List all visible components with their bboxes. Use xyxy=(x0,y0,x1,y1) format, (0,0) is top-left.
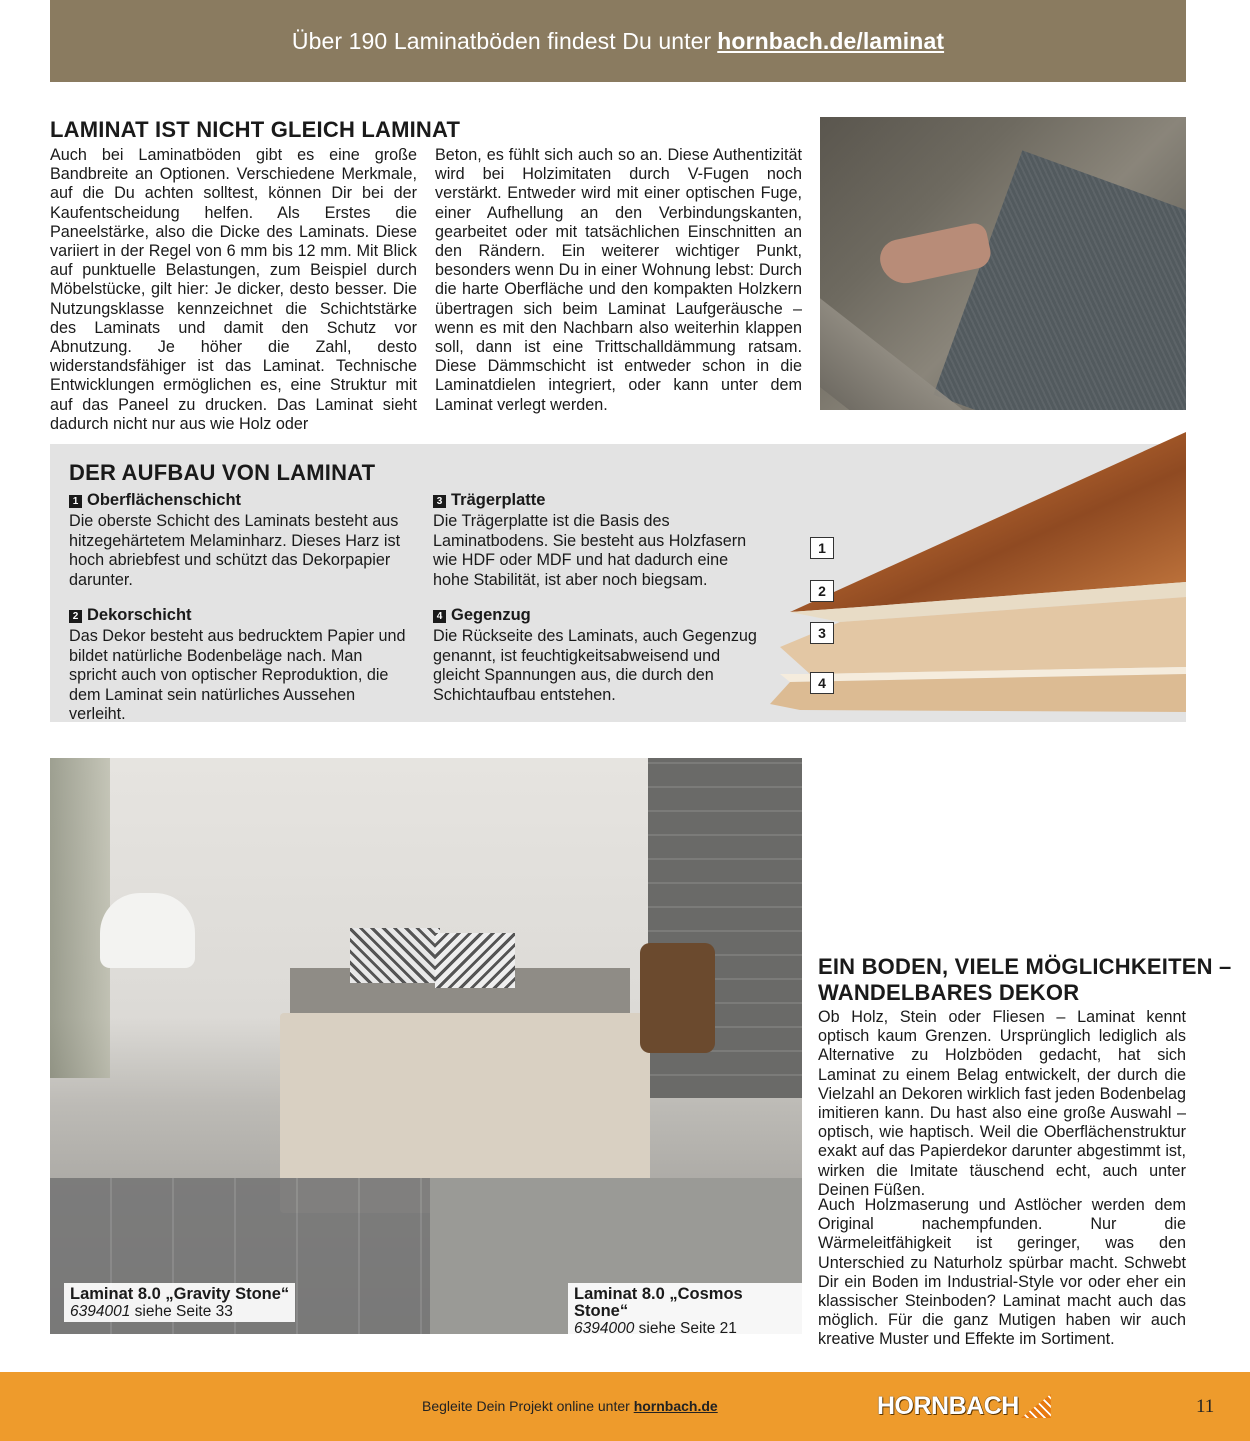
section1-column-2: Beton, es fühlt sich auch so an. Diese Authentizität wird bei Holzimitaten durch V-Fugen noch verstärkt. Entweder wird mit einer optischen Fuge, einer Aufhellung an den Verbindungskanten, gearbeitet oder mit tatsächlichen Einschnitten an den Rändern. Ein weiterer wichtiger Punkt, besonders wenn Du in einer Wohnung lebst: Durch die harte Oberfläche und den kompakten Holzkern übertragen sich beim Laminat Laufgeräusche – wenn es mit den Nachbarn also weiterhin klappen soll, dann ist eine Trittschalldämmung ratsam. Diese Dämmschicht ist entweder schon in die Laminatdielen integriert, oder kann unter dem Laminat verlegt werden. xyxy=(435,146,802,414)
section2-paragraph-2: Auch Holzmaserung und Astlöcher werden dem Original nachempfunden. Nur die Wärmeleitfähigkeit ist geringer, was den Unterschied zu Naturholz spürbar macht. Schwebt Dir ein Boden im Industrial-Style vor oder eher ein klassischer Steinboden? Laminat macht auch das möglich. Für die ganz Mutigen haben wir auch kreative Muster und Effekte im Sortiment. xyxy=(818,1196,1186,1349)
layer-2-heading: 2 Dekorschicht xyxy=(69,606,192,625)
layer-4-text: Die Rückseite des Laminats, auch Gegenzug genannt, ist feuchtigkeitsabweisend und gleicht Spannungen aus, die durch den Schichtaufbau entstehen. xyxy=(433,627,757,704)
section2-paragraph-1: Ob Holz, Stein oder Fliesen – Laminat kennt optisch kaum Grenzen. Ursprünglich lediglich als Alternative zu Holzböden gedacht, hat sich Laminat zu einem Belag entwickelt, der durch die Vielzahl an Dekoren wirklich fast jeden Bodenbelag imitieren kann. Du hast also eine große Auswahl – optisch, wie haptisch. Weil die Oberflächenstruktur exakt auf das Papierdekor darunter abgestimmt ist, wirken die Imitate täuschend echt, auch unter Deinen Füßen. xyxy=(818,1008,1186,1199)
layer-4-heading: 4 Gegenzug xyxy=(433,606,531,625)
caption-gravity-stone: Laminat 8.0 „Gravity Stone“ 6394001 siehe Seite 33 xyxy=(64,1283,295,1322)
top-banner xyxy=(50,0,1186,82)
footer-link[interactable]: hornbach.de xyxy=(633,1398,718,1414)
layer-label-2: 2 xyxy=(810,580,834,602)
layer-label-4: 4 xyxy=(810,672,834,694)
section2-title: EIN BODEN, VIELE MÖGLICHKEITEN – WANDELBARES DEKOR xyxy=(818,954,1232,1005)
logo-roof-icon xyxy=(1021,1394,1051,1418)
banner-text: Über 190 Laminatböden findest Du unter xyxy=(291,27,712,54)
footer xyxy=(0,1372,1250,1441)
layer-3-heading: 3 Trägerplatte xyxy=(433,491,545,510)
aufbau-title: DER AUFBAU VON LAMINAT xyxy=(69,460,376,485)
layer-label-3: 3 xyxy=(810,622,834,644)
layer-3-text: Die Trägerplatte ist die Basis des Laminatbodens. Sie besteht aus Holzfasern wie HDF oder MDF und hat dadurch eine hohe Stabilität, ist aber noch biegsam. xyxy=(433,512,747,589)
page-number: 11 xyxy=(1196,1396,1215,1417)
section1-column-1: Auch bei Laminatböden gibt es eine große Bandbreite an Optionen. Verschiedene Merkmale, auf die Du achten solltest, können Dir bei der Kaufentscheidung helfen. Als Erstes die Paneelstärke, also die Dicke des Laminats. Diese variiert in der Regel von 6 mm bis 12 mm. Mit Blick auf punktuelle Belastungen, zum Beispiel durch Möbelstücke, gilt hier: Je dicker, desto besser. Die Nutzungsklasse kennzeichnet die Schichtstärke des Laminats und damit den Schutz vor Abnutzung. Je höher die Zahl, desto widerstandsfähiger ist das Laminat. Technische Entwicklungen ermöglichen es, eine Struktur mit auf das Paneel zu drucken. Das Laminat sieht dadurch nicht nur aus wie Holz oder xyxy=(50,146,417,433)
layer-label-1: 1 xyxy=(810,537,834,559)
caption-cosmos-stone: Laminat 8.0 „Cosmos Stone“ 6394000 siehe Seite 21 xyxy=(568,1283,802,1334)
footer-tagline: Begleite Dein Projekt online unter hornbach.de xyxy=(422,1398,718,1414)
hand-laying-laminat-photo xyxy=(820,117,1186,410)
layer-1-heading: 1 Oberflächenschicht xyxy=(69,491,241,510)
layer-1-text: Die oberste Schicht des Laminats besteht aus hitzegehärtetem Melaminharz. Dieses Harz ist hoch abriebfest und schützt das Dekorpapier darunter. xyxy=(69,512,401,589)
layer-2-text: Das Dekor besteht aus bedrucktem Papier und bildet natürliche Bodenbeläge nach. Man spricht auch von optischer Reproduktion, die dem Laminat sein natürliches Aussehen verleiht. xyxy=(69,627,406,724)
bedroom-photo xyxy=(50,758,802,1334)
section-title-laminat: LAMINAT IST NICHT GLEICH LAMINAT xyxy=(50,117,461,142)
banner-link[interactable]: hornbach.de/laminat xyxy=(717,27,945,54)
laminate-layers-illustration xyxy=(770,412,1186,722)
hornbach-logo: HORNBACH xyxy=(877,1392,1051,1420)
